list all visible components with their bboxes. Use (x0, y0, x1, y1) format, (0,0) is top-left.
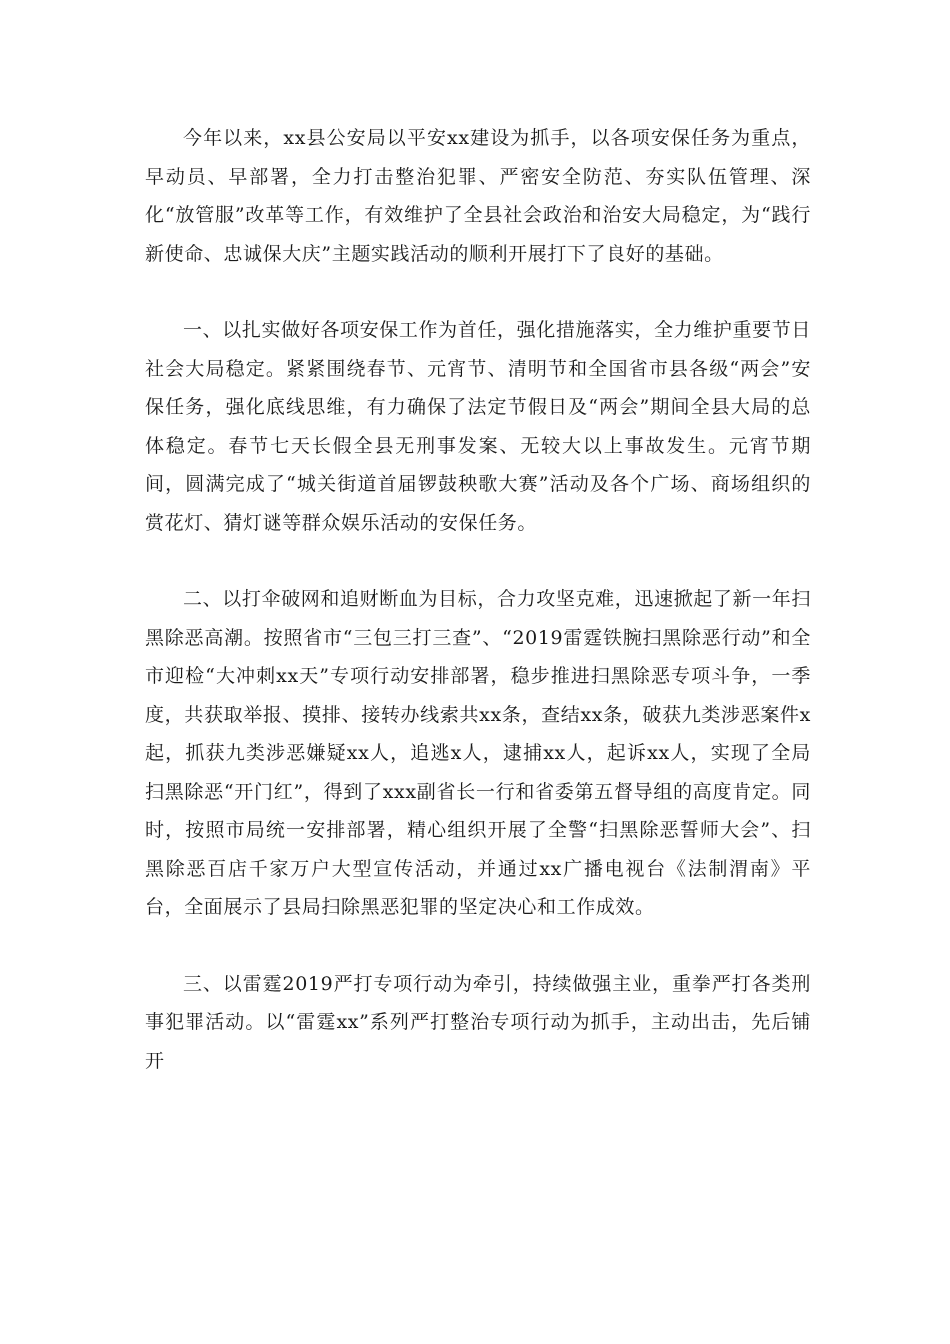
paragraph-section-2: 二、以打伞破网和追财断血为目标，合力攻坚克难，迅速掀起了新一年扫黑除恶高潮。按照省市“三包三打三查”、“2019雷霆铁腕扫黑除恶行动”和全市迎检“大冲刺xx天”专项行动安排部署，稳步推进扫黑除恶专项斗争，一季度，共获取举报、摸排、接转办线索共xx条，查结xx条，破获九类涉恶案件x起，抓获九类涉恶嫌疑xx人，追逃x人，逮捕xx人，起诉xx人，实现了全局扫黑除恶“开门红”，得到了xxx副省长一行和省委第五督导组的高度肯定。同时，按照市局统一安排部署，精心组织开展了全警“扫黑除恶誓师大会”、扫黑除恶百店千家万户大型宣传活动，并通过xx广播电视台《法制渭南》平台，全面展示了县局扫除黑恶犯罪的坚定决心和工作成效。 (145, 588, 811, 918)
paragraph-section-3: 三、以雷霆2019严打专项行动为牵引，持续做强主业，重拳严打各类刑事犯罪活动。以“雷霆xx”系列严打整治专项行动为抓手，主动出击，先后铺开 (145, 972, 811, 1072)
document-body (145, 119, 811, 1118)
paragraph-intro: 今年以来，xx县公安局以平安xx建设为抓手，以各项安保任务为重点，早动员、早部署，全力打击整治犯罪、严密安全防范、夯实队伍管理、深化“放管服”改革等工作，有效维护了全县社会政治和治安大局稳定，为“践行新使命、忠诚保大庆”主题实践活动的顺利开展打下了良好的基础。 (145, 127, 811, 265)
paragraph-section-1: 一、以扎实做好各项安保工作为首任，强化措施落实，全力维护重要节日社会大局稳定。紧紧围绕春节、元宵节、清明节和全国省市县各级“两会”安保任务，强化底线思维，有力确保了法定节假日及“两会”期间全县大局的总体稳定。春节七天长假全县无刑事发案、无较大以上事故发生。元宵节期间，圆满完成了“城关街道首届锣鼓秧歌大赛”活动及各个广场、商场组织的赏花灯、猜灯谜等群众娱乐活动的安保任务。 (145, 319, 811, 534)
